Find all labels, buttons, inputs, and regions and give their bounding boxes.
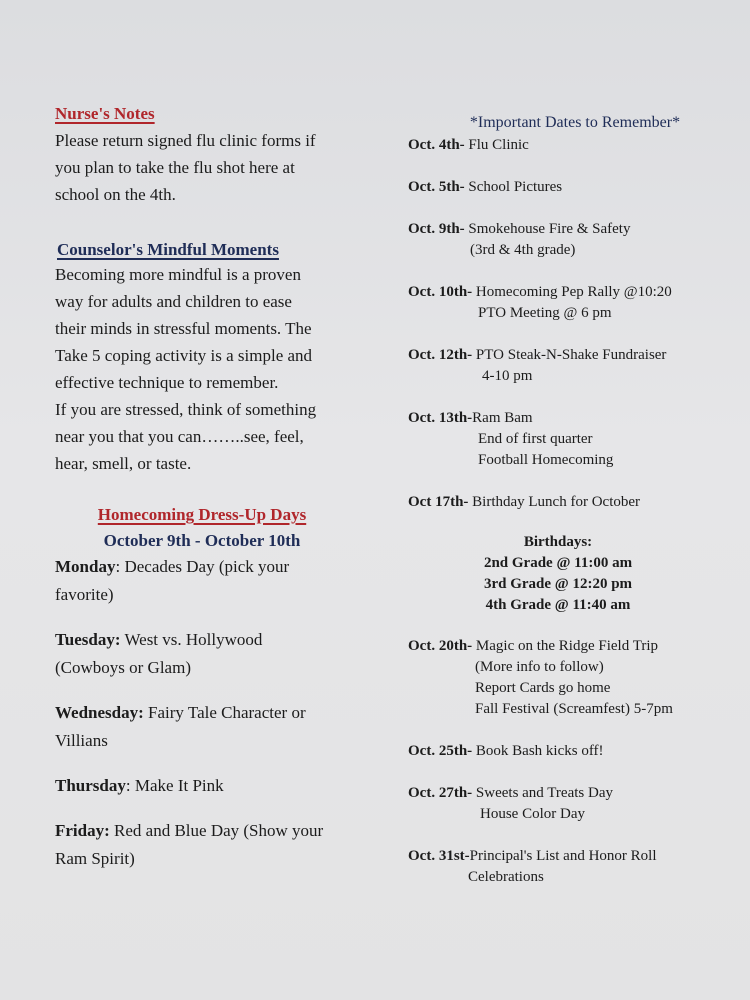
event-text: School Pictures: [464, 179, 563, 195]
dress-day-wednesday: [55, 699, 375, 755]
homecoming-subtitle: October 9th - October 10th: [103, 531, 301, 550]
event-detail: 4-10 pm: [482, 368, 533, 384]
birthday-line: 4th Grade @ 11:40 am: [485, 597, 631, 613]
day-label: Tuesday:: [55, 630, 121, 649]
counselor-title: Counselor's Mindful Moments: [57, 240, 279, 259]
event-detail: Football Homecoming: [478, 452, 614, 468]
event-item: [408, 219, 738, 261]
day-sep: :: [125, 776, 131, 795]
event-text: Birthday Lunch for October: [468, 494, 641, 510]
event-text: Magic on the Ridge Field Trip: [472, 638, 658, 654]
day-text: West vs. Hollywood: [120, 630, 263, 649]
event-item: [408, 846, 738, 888]
event-item: [408, 492, 738, 513]
event-item: [408, 345, 738, 387]
nurse-line: you plan to take the flu shot here at: [55, 158, 295, 177]
birthday-line: 3rd Grade @ 12:20 pm: [483, 576, 633, 592]
event-date: Oct. 31st-: [408, 848, 470, 864]
event-date: Oct. 27th-: [408, 785, 473, 801]
day-text-2: (Cowboys or Glam): [55, 658, 191, 677]
events-list: [408, 135, 738, 513]
counselor-line: If you are stressed, think of something: [55, 400, 317, 419]
day-text: Make It Pink: [130, 776, 224, 795]
event-detail: PTO Meeting @ 6 pm: [478, 305, 612, 321]
event-text: Principal's List and Honor Roll: [469, 848, 657, 864]
important-dates-title: *Important Dates to Remember*: [469, 114, 681, 131]
event-detail: Report Cards go home: [475, 680, 611, 696]
event-text: PTO Steak-N-Shake Fundraiser: [472, 347, 667, 363]
day-text-2: favorite): [55, 585, 114, 604]
event-date: Oct. 13th-: [408, 410, 473, 426]
event-text: Book Bash kicks off!: [472, 743, 604, 759]
event-item: [408, 177, 738, 198]
day-text-2: Villians: [55, 731, 108, 750]
event-date: Oct. 12th-: [408, 347, 473, 363]
event-date: Oct. 9th-: [408, 221, 465, 237]
event-text: Sweets and Treats Day: [472, 785, 613, 801]
left-column: [55, 104, 375, 890]
day-text-2: Ram Spirit): [55, 849, 135, 868]
event-detail: End of first quarter: [478, 431, 593, 447]
event-item: [408, 282, 738, 324]
counselor-line: their minds in stressful moments. The: [55, 319, 312, 338]
event-text: Homecoming Pep Rally @10:20: [472, 284, 672, 300]
nurse-line: Please return signed flu clinic forms if: [55, 131, 316, 150]
birthdays-block: [408, 532, 708, 616]
event-date: Oct. 10th-: [408, 284, 473, 300]
event-text: Ram Bam: [472, 410, 533, 426]
event-date: Oct. 20th-: [408, 638, 473, 654]
event-item: [408, 636, 738, 720]
event-date: Oct. 5th-: [408, 179, 465, 195]
day-label: Wednesday:: [55, 703, 144, 722]
day-label: Monday: [55, 557, 116, 576]
event-detail: House Color Day: [480, 806, 585, 822]
counselor-line: way for adults and children to ease: [55, 292, 292, 311]
counselor-line: effective technique to remember.: [55, 373, 279, 392]
day-label: Thursday: [55, 776, 126, 795]
counselor-line: Take 5 coping activity is a simple and: [55, 346, 313, 365]
event-detail: Fall Festival (Screamfest) 5-7pm: [475, 701, 673, 717]
event-item: [408, 741, 738, 762]
day-sep: :: [115, 557, 121, 576]
counselor-line: hear, smell, or taste.: [55, 454, 192, 473]
event-item: [408, 408, 738, 471]
right-column: [408, 114, 738, 909]
event-item: [408, 783, 738, 825]
homecoming-title: Homecoming Dress-Up Days: [97, 505, 307, 524]
event-detail: (More info to follow): [475, 659, 604, 675]
dress-day-tuesday: [55, 626, 375, 682]
nurse-notes-title: Nurse's Notes: [55, 104, 155, 123]
event-date: Oct. 25th-: [408, 743, 473, 759]
event-date: Oct 17th-: [408, 494, 469, 510]
dress-day-friday: [55, 817, 375, 873]
day-text: Decades Day (pick your: [120, 557, 290, 576]
day-text: Red and Blue Day (Show your: [109, 821, 324, 840]
events-list-2: [408, 636, 738, 888]
day-label: Friday:: [55, 821, 110, 840]
day-text: Fairy Tale Character or: [143, 703, 306, 722]
birthdays-title: Birthdays:: [523, 534, 593, 550]
birthday-line: 2nd Grade @ 11:00 am: [483, 555, 633, 571]
event-text: Flu Clinic: [464, 137, 529, 153]
event-date: Oct. 4th-: [408, 137, 465, 153]
nurse-line: school on the 4th.: [55, 185, 176, 204]
event-item: [408, 135, 738, 156]
event-text: Smokehouse Fire & Safety: [464, 221, 631, 237]
counselor-line: near you that you can……..see, feel,: [55, 427, 304, 446]
dress-day-monday: [55, 553, 375, 609]
event-detail: Celebrations: [468, 869, 544, 885]
counselor-line: Becoming more mindful is a proven: [55, 265, 301, 284]
event-detail: (3rd & 4th grade): [470, 242, 576, 258]
dress-day-thursday: [55, 772, 375, 800]
